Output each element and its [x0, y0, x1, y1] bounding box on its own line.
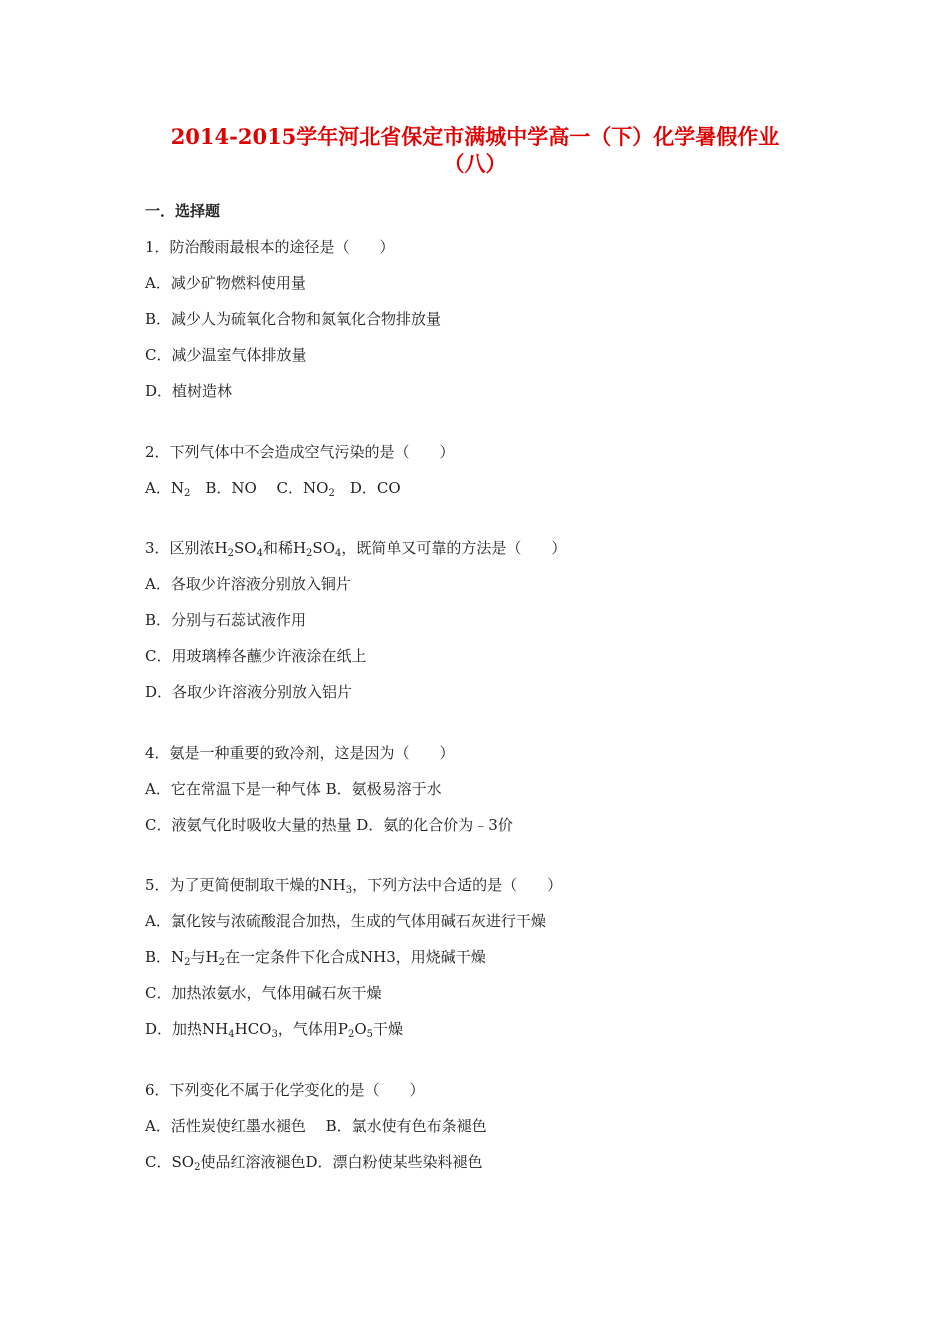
question-4-stem: 4．氨是一种重要的致冷剂，这是因为（ ） [145, 744, 455, 762]
question-5-option-d: D．加热$NH_4HCO_3$，气体用$P_2O_5$干燥 [145, 1020, 404, 1040]
question-4-options-cd: C．液氨气化时吸收大量的热量 D．氨的化合价为﹣3价 [145, 816, 513, 834]
question-6-options-ab: A．活性炭使红墨水褪色 B．氯水使有色布条褪色 [145, 1117, 487, 1135]
question-1-option-c: C．减少温室气体排放量 [145, 346, 307, 364]
question-5-stem: 5．为了更简便制取干燥的$NH_3$，下列方法中合适的是（ ） [145, 876, 563, 896]
question-6-options-cd: C．$SO_2$使品红溶液褪色D．漂白粉使某些染料褪色 [145, 1153, 483, 1173]
question-1-option-a: A．减少矿物燃料使用量 [145, 274, 306, 292]
question-5-option-b: B．$N_2$与$H_2$在一定条件下化合成NH3，用烧碱干燥 [145, 948, 486, 968]
document-title: 2014-2015学年河北省保定市满城中学高一（下）化学暑假作业 [170, 124, 780, 149]
question-3-option-b: B．分别与石蕊试液作用 [145, 611, 307, 629]
question-3-stem: 3．区别浓$H_2SO_4$和稀$H_2SO_4$，既简单又可靠的方法是（ ） [145, 539, 567, 559]
question-1-option-d: D．植树造林 [145, 382, 233, 400]
question-5-option-c: C．加热浓氨水，气体用碱石灰干燥 [145, 984, 382, 1002]
question-2-options: A．$N_2$ B．NO C．$NO_2$ D．CO [145, 479, 401, 499]
question-1-stem: 1．防治酸雨最根本的途径是（ ） [145, 238, 395, 256]
question-6-stem: 6．下列变化不属于化学变化的是（ ） [145, 1081, 425, 1099]
question-3-option-a: A．各取少许溶液分别放入铜片 [145, 575, 351, 593]
question-3-option-c: C．用玻璃棒各蘸少许液涂在纸上 [145, 647, 367, 665]
document-title-continuation: （八） [443, 151, 507, 176]
question-3-option-d: D．各取少许溶液分别放入铝片 [145, 683, 353, 701]
section-heading: 一．选择题 [145, 202, 221, 220]
question-1-option-b: B．减少人为硫氧化合物和氮氧化合物排放量 [145, 310, 442, 328]
question-2-stem: 2．下列气体中不会造成空气污染的是（ ） [145, 443, 455, 461]
question-4-options-ab: A．它在常温下是一种气体 B．氨极易溶于水 [145, 780, 442, 798]
question-5-option-a: A．氯化铵与浓硫酸混合加热，生成的气体用碱石灰进行干燥 [145, 912, 546, 930]
